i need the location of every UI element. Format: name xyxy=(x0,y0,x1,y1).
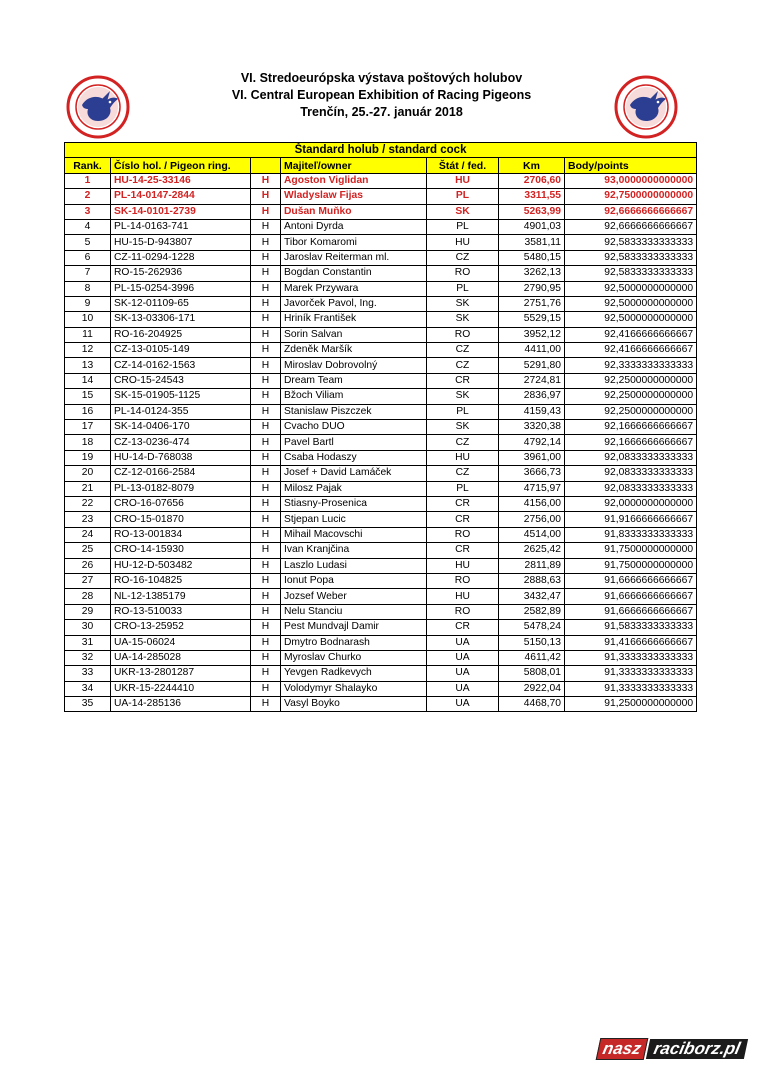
cell-km: 4611,42 xyxy=(499,650,565,665)
table-row xyxy=(65,281,697,296)
cell-points: 92,5000000000000 xyxy=(565,281,697,296)
title-slovak: VI. Stredoeurópska výstava poštových holubov xyxy=(240,71,523,85)
table-row xyxy=(65,466,697,481)
cell-state: SK xyxy=(427,420,499,435)
cell-state: HU xyxy=(427,450,499,465)
cell-owner: Milosz Pajak xyxy=(281,481,427,496)
cell-owner: Cvacho DUO xyxy=(281,420,427,435)
cell-state: PL xyxy=(427,219,499,234)
cell-sex: H xyxy=(251,604,281,619)
cell-owner: Sorin Salvan xyxy=(281,327,427,342)
cell-km: 4411,00 xyxy=(499,343,565,358)
cell-owner: Myroslav Churko xyxy=(281,650,427,665)
cell-ring: SK-14-0406-170 xyxy=(111,420,251,435)
cell-sex: H xyxy=(251,266,281,281)
cell-km: 4159,43 xyxy=(499,404,565,419)
cell-points: 92,5000000000000 xyxy=(565,312,697,327)
cell-ring: RO-15-262936 xyxy=(111,266,251,281)
cell-owner: Stanislaw Piszczek xyxy=(281,404,427,419)
cell-state: UA xyxy=(427,650,499,665)
cell-rank: 35 xyxy=(65,697,111,712)
cell-sex: H xyxy=(251,250,281,265)
cell-rank: 22 xyxy=(65,496,111,511)
cell-owner: Antoni Dyrda xyxy=(281,219,427,234)
table-row xyxy=(65,573,697,588)
cell-state: CR xyxy=(427,373,499,388)
cell-state: UA xyxy=(427,635,499,650)
cell-rank: 14 xyxy=(65,373,111,388)
cell-km: 3311,55 xyxy=(499,189,565,204)
cell-ring: CRO-15-01870 xyxy=(111,512,251,527)
cell-sex: H xyxy=(251,296,281,311)
table-row xyxy=(65,635,697,650)
cell-owner: Mihail Macovschi xyxy=(281,527,427,542)
cell-state: SK xyxy=(427,204,499,219)
watermark-part2: raciborz.pl xyxy=(646,1039,748,1059)
cell-owner: Josef + David Lamáček xyxy=(281,466,427,481)
cell-km: 3666,73 xyxy=(499,466,565,481)
table-title: Štandard holub / standard cock xyxy=(65,143,697,158)
cell-owner: Yevgen Radkevych xyxy=(281,666,427,681)
cell-sex: H xyxy=(251,481,281,496)
cell-sex: H xyxy=(251,173,281,188)
cell-owner: Csaba Hodaszy xyxy=(281,450,427,465)
cell-state: SK xyxy=(427,389,499,404)
cell-rank: 31 xyxy=(65,635,111,650)
cell-km: 5529,15 xyxy=(499,312,565,327)
cell-ring: NL-12-1385179 xyxy=(111,589,251,604)
cell-points: 91,2500000000000 xyxy=(565,697,697,712)
cell-points: 91,3333333333333 xyxy=(565,666,697,681)
cell-ring: SK-13-03306-171 xyxy=(111,312,251,327)
cell-rank: 10 xyxy=(65,312,111,327)
cell-ring: PL-15-0254-3996 xyxy=(111,281,251,296)
cell-ring: PL-14-0147-2844 xyxy=(111,189,251,204)
cell-sex: H xyxy=(251,389,281,404)
cell-rank: 26 xyxy=(65,558,111,573)
cell-state: CZ xyxy=(427,466,499,481)
cell-rank: 7 xyxy=(65,266,111,281)
cell-owner: Laszlo Ludasi xyxy=(281,558,427,573)
cell-points: 92,7500000000000 xyxy=(565,189,697,204)
cell-state: PL xyxy=(427,189,499,204)
cell-sex: H xyxy=(251,650,281,665)
cell-owner: Marek Przywara xyxy=(281,281,427,296)
cell-points: 91,7500000000000 xyxy=(565,543,697,558)
table-row xyxy=(65,266,697,281)
exhibition-logo-right xyxy=(614,75,678,139)
cell-rank: 19 xyxy=(65,450,111,465)
cell-ring: UA-14-285136 xyxy=(111,697,251,712)
cell-owner: Zdeněk Maršík xyxy=(281,343,427,358)
table-row xyxy=(65,604,697,619)
cell-owner: Pavel Bartl xyxy=(281,435,427,450)
cell-ring: CZ-13-0236-474 xyxy=(111,435,251,450)
cell-km: 3432,47 xyxy=(499,589,565,604)
cell-state: UA xyxy=(427,681,499,696)
cell-owner: Tibor Komaromi xyxy=(281,235,427,250)
cell-points: 92,0833333333333 xyxy=(565,466,697,481)
cell-owner: Dream Team xyxy=(281,373,427,388)
cell-points: 92,4166666666667 xyxy=(565,327,697,342)
cell-points: 92,5833333333333 xyxy=(565,235,697,250)
cell-owner: Javorček Pavol, Ing. xyxy=(281,296,427,311)
cell-points: 92,4166666666667 xyxy=(565,343,697,358)
cell-sex: H xyxy=(251,620,281,635)
table-row xyxy=(65,420,697,435)
cell-ring: HU-14-25-33146 xyxy=(111,173,251,188)
cell-sex: H xyxy=(251,450,281,465)
cell-points: 92,5833333333333 xyxy=(565,250,697,265)
cell-ring: CZ-13-0105-149 xyxy=(111,343,251,358)
cell-state: PL xyxy=(427,281,499,296)
cell-km: 2836,97 xyxy=(499,389,565,404)
cell-rank: 32 xyxy=(65,650,111,665)
cell-rank: 29 xyxy=(65,604,111,619)
table-row xyxy=(65,219,697,234)
cell-points: 92,2500000000000 xyxy=(565,404,697,419)
cell-km: 5808,01 xyxy=(499,666,565,681)
cell-rank: 15 xyxy=(65,389,111,404)
cell-points: 91,3333333333333 xyxy=(565,650,697,665)
cell-ring: CRO-15-24543 xyxy=(111,373,251,388)
table-row xyxy=(65,512,697,527)
cell-owner: Hriník František xyxy=(281,312,427,327)
cell-points: 92,1666666666667 xyxy=(565,435,697,450)
header-owner: Majiteľ/owner xyxy=(281,158,427,173)
cell-km: 3262,13 xyxy=(499,266,565,281)
cell-ring: UA-15-06024 xyxy=(111,635,251,650)
table-row xyxy=(65,481,697,496)
table-row xyxy=(65,589,697,604)
cell-rank: 25 xyxy=(65,543,111,558)
table-row xyxy=(65,666,697,681)
table-row xyxy=(65,358,697,373)
cell-owner: Stiasny-Prosenica xyxy=(281,496,427,511)
cell-rank: 33 xyxy=(65,666,111,681)
cell-owner: Bžoch Viliam xyxy=(281,389,427,404)
cell-sex: H xyxy=(251,420,281,435)
cell-sex: H xyxy=(251,327,281,342)
cell-points: 91,6666666666667 xyxy=(565,604,697,619)
cell-km: 5480,15 xyxy=(499,250,565,265)
cell-ring: PL-14-0163-741 xyxy=(111,219,251,234)
cell-sex: H xyxy=(251,589,281,604)
header-state: Štát / fed. xyxy=(427,158,499,173)
cell-rank: 1 xyxy=(65,173,111,188)
cell-rank: 5 xyxy=(65,235,111,250)
cell-sex: H xyxy=(251,573,281,588)
cell-state: UA xyxy=(427,697,499,712)
cell-state: UA xyxy=(427,666,499,681)
cell-rank: 2 xyxy=(65,189,111,204)
table-row xyxy=(65,496,697,511)
cell-owner: Ionut Popa xyxy=(281,573,427,588)
results-table xyxy=(64,142,697,712)
cell-sex: H xyxy=(251,527,281,542)
cell-rank: 20 xyxy=(65,466,111,481)
cell-ring: CZ-11-0294-1228 xyxy=(111,250,251,265)
cell-points: 92,0833333333333 xyxy=(565,481,697,496)
cell-km: 4715,97 xyxy=(499,481,565,496)
cell-rank: 12 xyxy=(65,343,111,358)
cell-points: 91,8333333333333 xyxy=(565,527,697,542)
cell-owner: Jaroslav Reiterman ml. xyxy=(281,250,427,265)
cell-sex: H xyxy=(251,697,281,712)
table-row xyxy=(65,527,697,542)
cell-km: 2790,95 xyxy=(499,281,565,296)
cell-points: 93,0000000000000 xyxy=(565,173,697,188)
cell-owner: Wladyslaw Fijas xyxy=(281,189,427,204)
table-row xyxy=(65,235,697,250)
cell-owner: Dušan Muňko xyxy=(281,204,427,219)
table-row xyxy=(65,204,697,219)
cell-sex: H xyxy=(251,219,281,234)
table-row xyxy=(65,435,697,450)
cell-owner: Bogdan Constantin xyxy=(281,266,427,281)
cell-owner: Stjepan Lucic xyxy=(281,512,427,527)
cell-ring: SK-12-01109-65 xyxy=(111,296,251,311)
cell-ring: SK-14-0101-2739 xyxy=(111,204,251,219)
cell-sex: H xyxy=(251,404,281,419)
cell-sex: H xyxy=(251,235,281,250)
cell-km: 2706,60 xyxy=(499,173,565,188)
cell-km: 3581,11 xyxy=(499,235,565,250)
cell-sex: H xyxy=(251,681,281,696)
cell-state: CR xyxy=(427,543,499,558)
cell-rank: 9 xyxy=(65,296,111,311)
cell-km: 5263,99 xyxy=(499,204,565,219)
cell-state: CR xyxy=(427,496,499,511)
cell-state: CZ xyxy=(427,343,499,358)
site-watermark xyxy=(598,1036,746,1062)
cell-rank: 23 xyxy=(65,512,111,527)
cell-ring: CZ-14-0162-1563 xyxy=(111,358,251,373)
table-row xyxy=(65,250,697,265)
cell-sex: H xyxy=(251,466,281,481)
cell-sex: H xyxy=(251,558,281,573)
title-english: VI. Central European Exhibition of Racing Pigeons xyxy=(231,88,532,102)
cell-sex: H xyxy=(251,312,281,327)
cell-km: 2922,04 xyxy=(499,681,565,696)
cell-km: 2751,76 xyxy=(499,296,565,311)
cell-ring: RO-13-510033 xyxy=(111,604,251,619)
cell-owner: Ivan Kranjčina xyxy=(281,543,427,558)
cell-points: 91,9166666666667 xyxy=(565,512,697,527)
cell-rank: 8 xyxy=(65,281,111,296)
cell-state: SK xyxy=(427,296,499,311)
cell-points: 91,6666666666667 xyxy=(565,589,697,604)
cell-state: HU xyxy=(427,235,499,250)
table-row xyxy=(65,558,697,573)
cell-rank: 30 xyxy=(65,620,111,635)
cell-owner: Dmytro Bodnarash xyxy=(281,635,427,650)
watermark-part1: nasz xyxy=(596,1038,648,1060)
cell-rank: 21 xyxy=(65,481,111,496)
event-place-date: Trenčín, 25.-27. január 2018 xyxy=(300,105,463,119)
cell-sex: H xyxy=(251,189,281,204)
table-row xyxy=(65,189,697,204)
cell-ring: HU-12-D-503482 xyxy=(111,558,251,573)
cell-state: CR xyxy=(427,620,499,635)
table-row xyxy=(65,173,697,188)
cell-sex: H xyxy=(251,543,281,558)
cell-km: 5478,24 xyxy=(499,620,565,635)
cell-points: 91,3333333333333 xyxy=(565,681,697,696)
cell-state: RO xyxy=(427,604,499,619)
table-row xyxy=(65,543,697,558)
cell-points: 92,5833333333333 xyxy=(565,266,697,281)
cell-ring: UKR-15-2244410 xyxy=(111,681,251,696)
cell-owner: Vasyl Boyko xyxy=(281,697,427,712)
cell-km: 3961,00 xyxy=(499,450,565,465)
cell-km: 4792,14 xyxy=(499,435,565,450)
cell-owner: Miroslav Dobrovolný xyxy=(281,358,427,373)
cell-state: CZ xyxy=(427,358,499,373)
cell-km: 5291,80 xyxy=(499,358,565,373)
cell-rank: 6 xyxy=(65,250,111,265)
cell-km: 3320,38 xyxy=(499,420,565,435)
cell-state: HU xyxy=(427,173,499,188)
cell-ring: HU-15-D-943807 xyxy=(111,235,251,250)
cell-km: 4468,70 xyxy=(499,697,565,712)
cell-rank: 4 xyxy=(65,219,111,234)
results-body xyxy=(65,173,697,712)
table-row xyxy=(65,389,697,404)
cell-points: 92,6666666666667 xyxy=(565,219,697,234)
cell-points: 92,2500000000000 xyxy=(565,389,697,404)
cell-points: 92,1666666666667 xyxy=(565,420,697,435)
cell-state: HU xyxy=(427,558,499,573)
cell-ring: CRO-14-15930 xyxy=(111,543,251,558)
table-row xyxy=(65,450,697,465)
cell-sex: H xyxy=(251,204,281,219)
cell-state: PL xyxy=(427,481,499,496)
cell-rank: 16 xyxy=(65,404,111,419)
cell-state: PL xyxy=(427,404,499,419)
cell-km: 3952,12 xyxy=(499,327,565,342)
cell-owner: Jozsef Weber xyxy=(281,589,427,604)
cell-points: 92,5000000000000 xyxy=(565,296,697,311)
cell-km: 4901,03 xyxy=(499,219,565,234)
cell-km: 2625,42 xyxy=(499,543,565,558)
cell-ring: CRO-13-25952 xyxy=(111,620,251,635)
cell-ring: RO-16-204925 xyxy=(111,327,251,342)
cell-rank: 28 xyxy=(65,589,111,604)
cell-sex: H xyxy=(251,496,281,511)
cell-km: 2724,81 xyxy=(499,373,565,388)
cell-state: RO xyxy=(427,266,499,281)
cell-owner: Nelu Stanciu xyxy=(281,604,427,619)
cell-km: 2811,89 xyxy=(499,558,565,573)
cell-points: 91,6666666666667 xyxy=(565,573,697,588)
cell-rank: 27 xyxy=(65,573,111,588)
cell-ring: RO-13-001834 xyxy=(111,527,251,542)
cell-sex: H xyxy=(251,358,281,373)
cell-points: 91,7500000000000 xyxy=(565,558,697,573)
cell-state: RO xyxy=(427,527,499,542)
cell-km: 2888,63 xyxy=(499,573,565,588)
header-sex xyxy=(251,158,281,173)
cell-km: 4156,00 xyxy=(499,496,565,511)
cell-sex: H xyxy=(251,373,281,388)
cell-owner: Agoston Viglidan xyxy=(281,173,427,188)
cell-points: 92,0000000000000 xyxy=(565,496,697,511)
table-row xyxy=(65,343,697,358)
cell-points: 92,0833333333333 xyxy=(565,450,697,465)
cell-ring: CRO-16-07656 xyxy=(111,496,251,511)
exhibition-logo-left xyxy=(66,75,130,139)
table-row xyxy=(65,373,697,388)
cell-sex: H xyxy=(251,512,281,527)
cell-sex: H xyxy=(251,435,281,450)
cell-km: 5150,13 xyxy=(499,635,565,650)
cell-ring: HU-14-D-768038 xyxy=(111,450,251,465)
cell-ring: CZ-12-0166-2584 xyxy=(111,466,251,481)
cell-ring: SK-15-01905-1125 xyxy=(111,389,251,404)
cell-sex: H xyxy=(251,666,281,681)
cell-rank: 17 xyxy=(65,420,111,435)
cell-km: 2582,89 xyxy=(499,604,565,619)
cell-owner: Volodymyr Shalayko xyxy=(281,681,427,696)
cell-km: 4514,00 xyxy=(499,527,565,542)
cell-rank: 11 xyxy=(65,327,111,342)
table-row xyxy=(65,312,697,327)
table-row xyxy=(65,697,697,712)
cell-state: RO xyxy=(427,327,499,342)
cell-state: SK xyxy=(427,312,499,327)
table-row xyxy=(65,620,697,635)
cell-ring: UKR-13-2801287 xyxy=(111,666,251,681)
cell-state: CR xyxy=(427,512,499,527)
table-row xyxy=(65,650,697,665)
cell-ring: UA-14-285028 xyxy=(111,650,251,665)
cell-points: 92,2500000000000 xyxy=(565,373,697,388)
cell-sex: H xyxy=(251,635,281,650)
table-row xyxy=(65,404,697,419)
header-rank: Rank. xyxy=(65,158,111,173)
cell-rank: 13 xyxy=(65,358,111,373)
cell-rank: 24 xyxy=(65,527,111,542)
header-km: Km xyxy=(499,158,565,173)
table-row xyxy=(65,681,697,696)
cell-rank: 34 xyxy=(65,681,111,696)
cell-points: 92,3333333333333 xyxy=(565,358,697,373)
header-points: Body/points xyxy=(565,158,697,173)
header-ring: Číslo hol. / Pigeon ring. xyxy=(111,158,251,173)
cell-ring: PL-14-0124-355 xyxy=(111,404,251,419)
cell-owner: Pest Mundvajl Damir xyxy=(281,620,427,635)
table-row xyxy=(65,327,697,342)
cell-ring: PL-13-0182-8079 xyxy=(111,481,251,496)
cell-sex: H xyxy=(251,281,281,296)
cell-points: 91,4166666666667 xyxy=(565,635,697,650)
cell-sex: H xyxy=(251,343,281,358)
cell-km: 2756,00 xyxy=(499,512,565,527)
cell-rank: 18 xyxy=(65,435,111,450)
cell-state: RO xyxy=(427,573,499,588)
cell-state: CZ xyxy=(427,435,499,450)
cell-points: 92,6666666666667 xyxy=(565,204,697,219)
cell-state: CZ xyxy=(427,250,499,265)
table-row xyxy=(65,296,697,311)
cell-ring: RO-16-104825 xyxy=(111,573,251,588)
cell-state: HU xyxy=(427,589,499,604)
cell-points: 91,5833333333333 xyxy=(565,620,697,635)
cell-rank: 3 xyxy=(65,204,111,219)
